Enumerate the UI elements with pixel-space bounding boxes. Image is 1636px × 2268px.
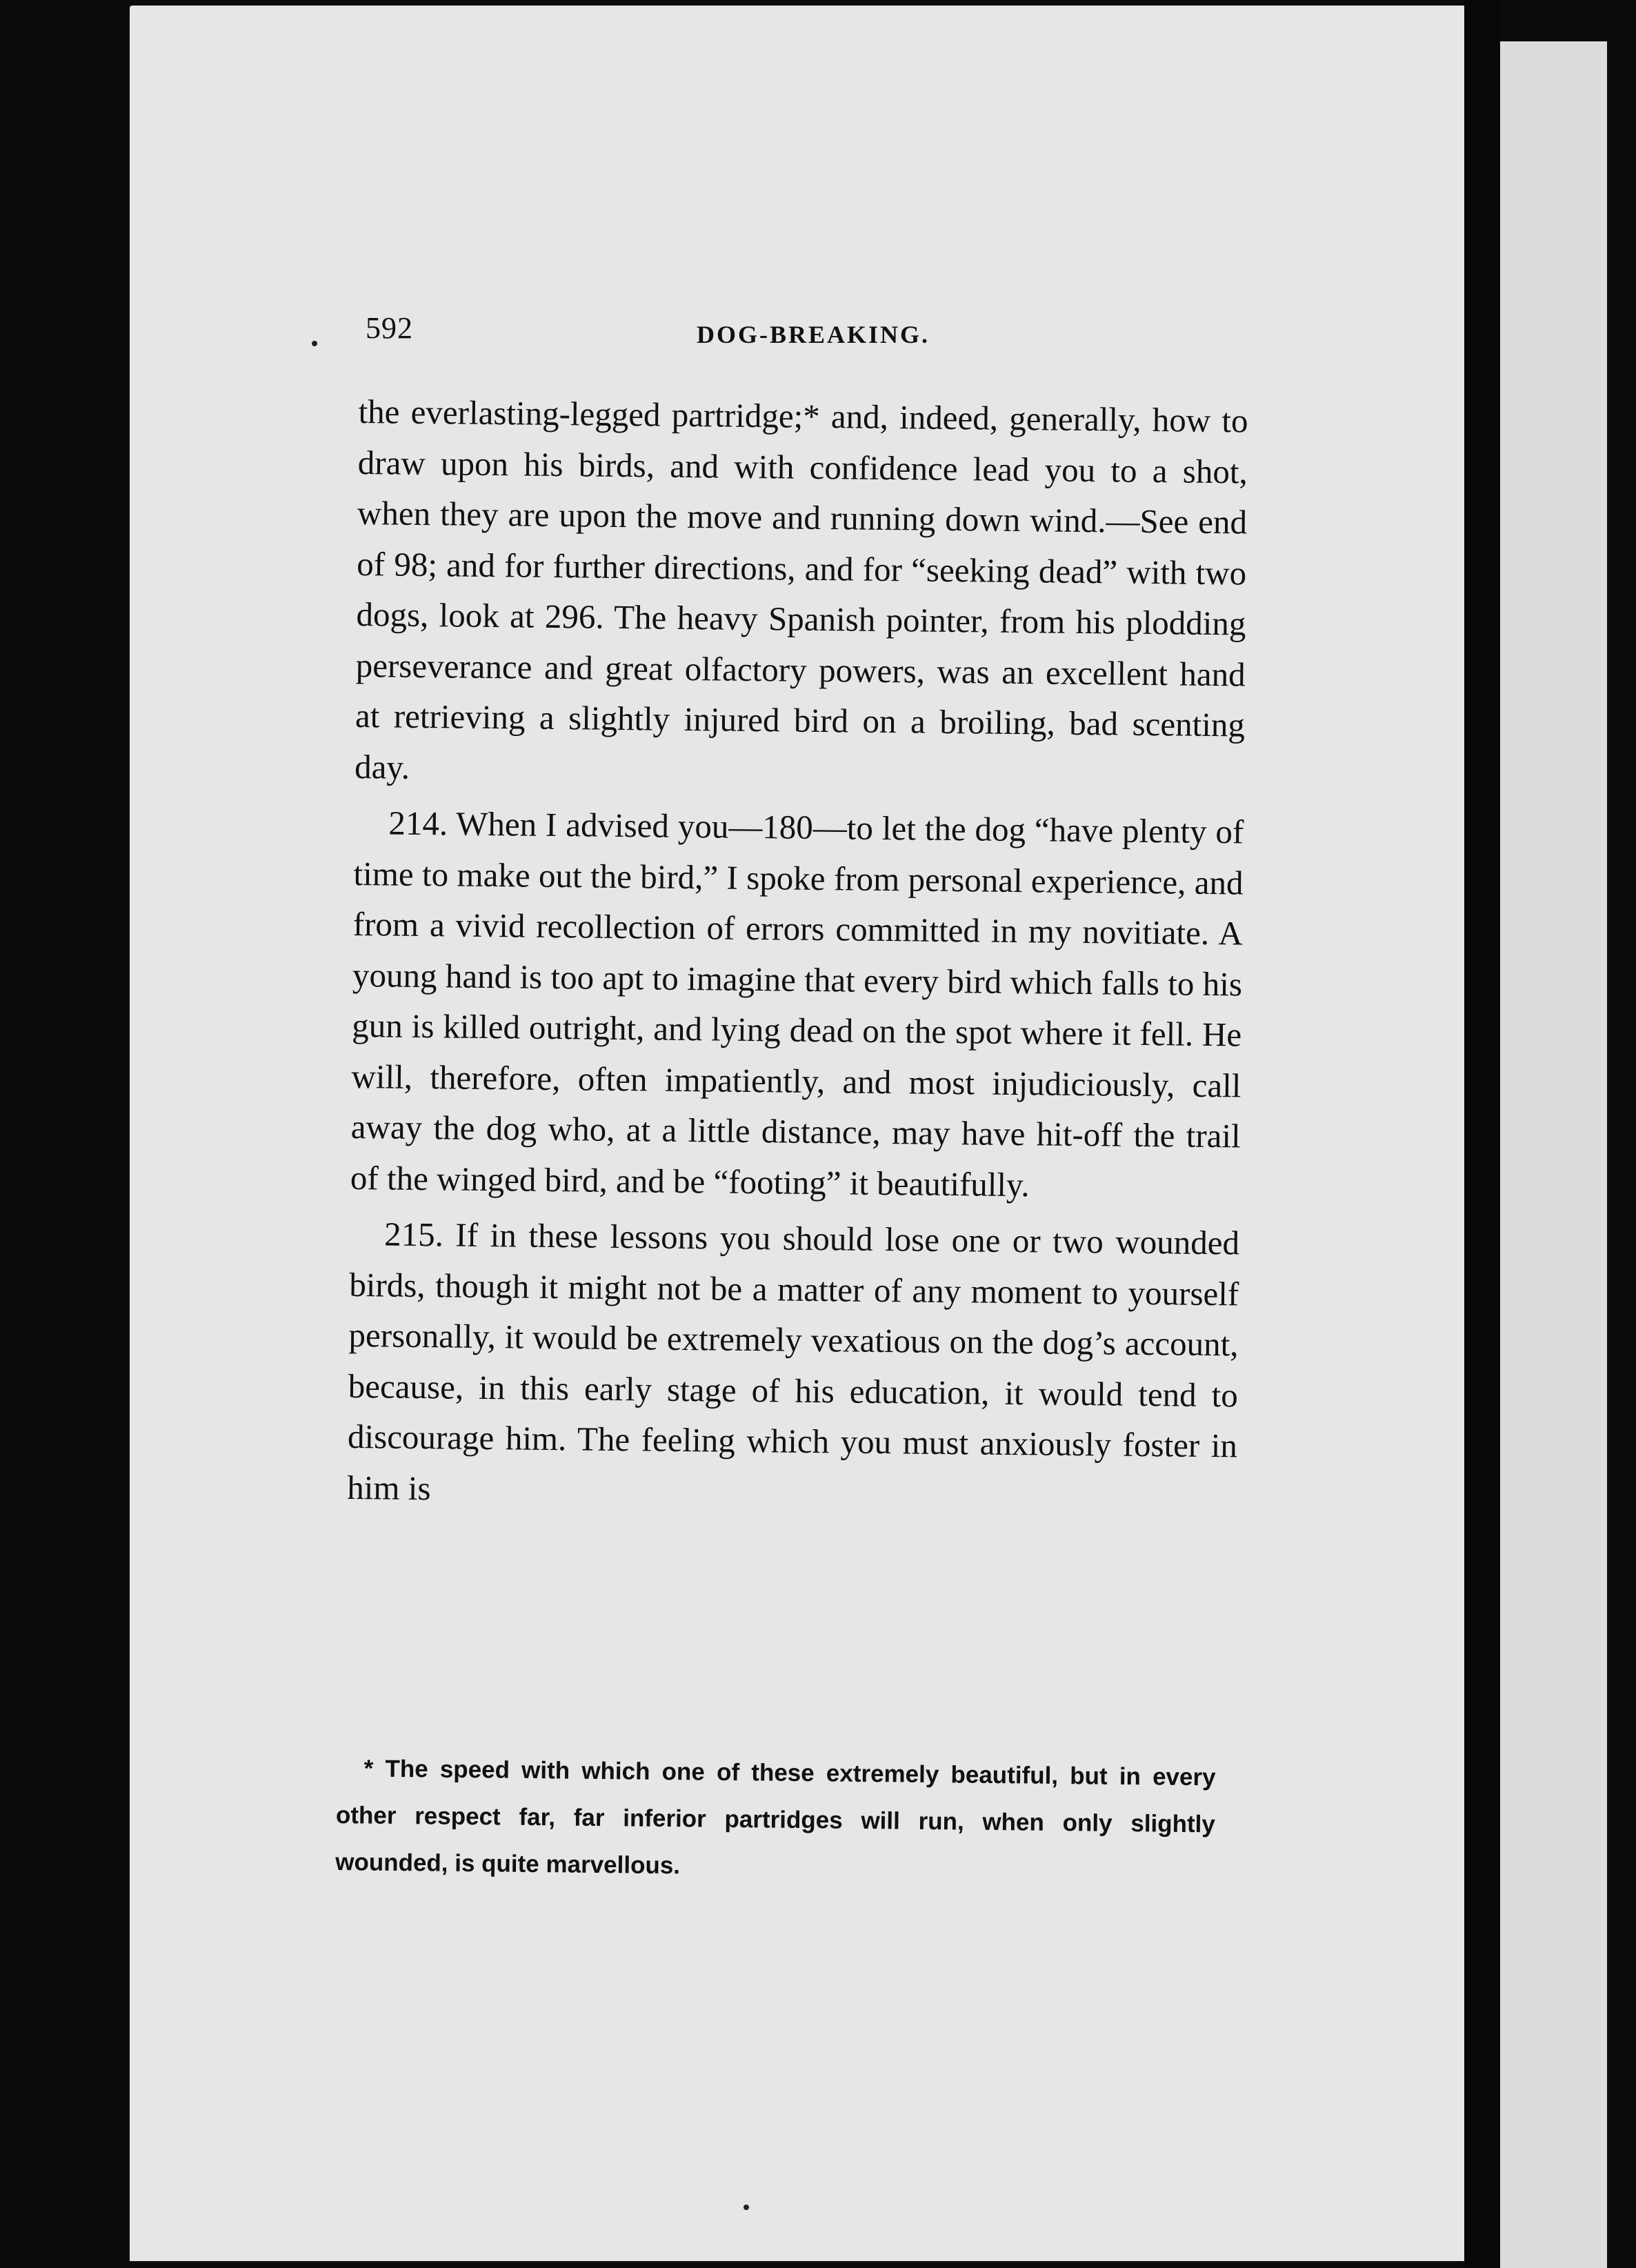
- running-head: DOG-BREAKING.: [697, 321, 930, 348]
- speck-mark: [744, 2205, 749, 2210]
- page-header: [366, 310, 1262, 359]
- paragraph-215: 215. If in these lessons you should lose one or two wounded birds, though it might not be a matter of any moment to yourself personally, it would be extremely vexatious on the dog’s account, because, in this early stage of his education, it would tend to discourage him. The feeling which you must anxiously foster in him is: [346, 1215, 1240, 1507]
- scan-border: [1607, 0, 1636, 2268]
- book-spine-shadow: [1464, 0, 1500, 2268]
- facing-page-edge: [1500, 41, 1607, 2268]
- speck-mark: [312, 341, 317, 346]
- page-body: [347, 386, 1248, 1527]
- footnote: * The speed with which one of these extremely beautiful, but in every other respect far, far inferior partridges will run, when only slightly wounded, is quite marvellous.: [335, 1755, 1216, 1880]
- paragraph-214: 214. When I advised you—180—to let the dog “have plenty of time to make out the bird,” I spoke from personal experience, and from a vivid recollection of errors committed in my novitiate. A young hand is too apt to imagine that every bird which falls to his gun is killed outright, and lying dead on the spot where it fell. He will, therefore, often impatiently, and most injudiciously, call away the dog who, at a little distance, may have hit-off the trail of the winged bird, and be “footing” it beautifully.: [350, 804, 1244, 1204]
- paragraph-continuation: the everlasting-legged partridge;* and, indeed, generally, how to draw upon his birds, and with confidence lead you to a shot, when they are upon the move and running down wind.—See end of 98; and for further directions, and for “seeking dead” with two dogs, look at 296. The heavy Spanish pointer, from his plodding perseverance and great olfactory powers, was an excellent hand at retrieving a slightly injured bird on a broiling, bad scenting day.: [354, 392, 1248, 786]
- page-number: 592: [366, 311, 413, 345]
